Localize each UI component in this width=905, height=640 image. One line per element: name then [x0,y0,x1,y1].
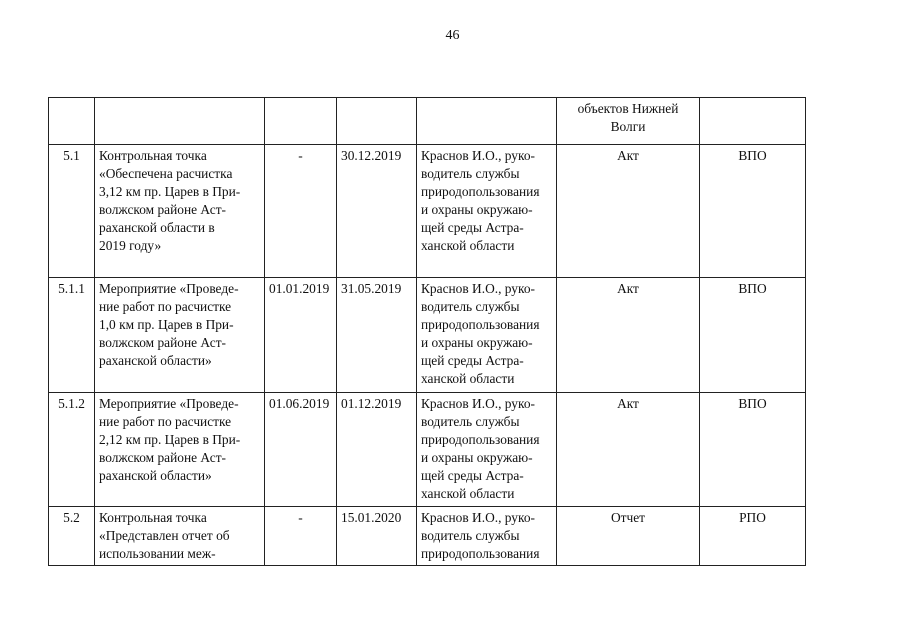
result-continued-cell: объектов Нижней Волги [557,98,700,145]
row-start-date: 01.06.2019 [265,393,337,507]
page-number: 46 [445,28,460,43]
row-info-system: РПО [700,507,806,566]
table-cell [265,98,337,145]
table-cell [417,98,557,145]
table-cell [95,98,265,145]
table-row [49,278,806,393]
row-info-system: ВПО [700,393,806,507]
row-number: 5.1.1 [49,278,95,393]
row-number: 5.1 [49,145,95,278]
row-document: Отчет [557,507,700,566]
plan-table [48,97,806,566]
row-document: Акт [557,393,700,507]
table-cell [337,98,417,145]
row-start-date: - [265,507,337,566]
row-responsible: Краснов И.О., руко- водитель службы природопользования и охраны окружаю- щей среды Астра- ханской области [417,278,557,393]
row-responsible: Краснов И.О., руко- водитель службы природопользования и охраны окружаю- щей среды Астра- ханской области [417,145,557,278]
table-row [49,393,806,507]
row-info-system: ВПО [700,278,806,393]
row-responsible: Краснов И.О., руко- водитель службы природопользования и охраны окружаю- щей среды Астра- ханской области [417,393,557,507]
row-responsible: Краснов И.О., руко- водитель службы природопользования [417,507,557,566]
row-start-date: 01.01.2019 [265,278,337,393]
row-name: Контрольная точка «Представлен отчет об использовании меж- [95,507,265,566]
row-start-date: - [265,145,337,278]
table-row-continued-header [49,98,806,145]
row-end-date: 01.12.2019 [337,393,417,507]
row-end-date: 30.12.2019 [337,145,417,278]
table-cell [700,98,806,145]
row-info-system: ВПО [700,145,806,278]
row-document: Акт [557,145,700,278]
row-end-date: 15.01.2020 [337,507,417,566]
row-number: 5.1.2 [49,393,95,507]
table-cell [49,98,95,145]
row-end-date: 31.05.2019 [337,278,417,393]
row-number: 5.2 [49,507,95,566]
table-row [49,145,806,278]
row-name: Контрольная точка «Обеспечена расчистка 3,12 км пр. Царев в При- волжском районе Аст- раханской области в 2019 году» [95,145,265,278]
row-name: Мероприятие «Проведе- ние работ по расчистке 2,12 км пр. Царев в При- волжском районе Аст- раханской области» [95,393,265,507]
row-document: Акт [557,278,700,393]
row-name: Мероприятие «Проведе- ние работ по расчистке 1,0 км пр. Царев в При- волжском районе Аст- раханской области» [95,278,265,393]
table-row [49,507,806,566]
